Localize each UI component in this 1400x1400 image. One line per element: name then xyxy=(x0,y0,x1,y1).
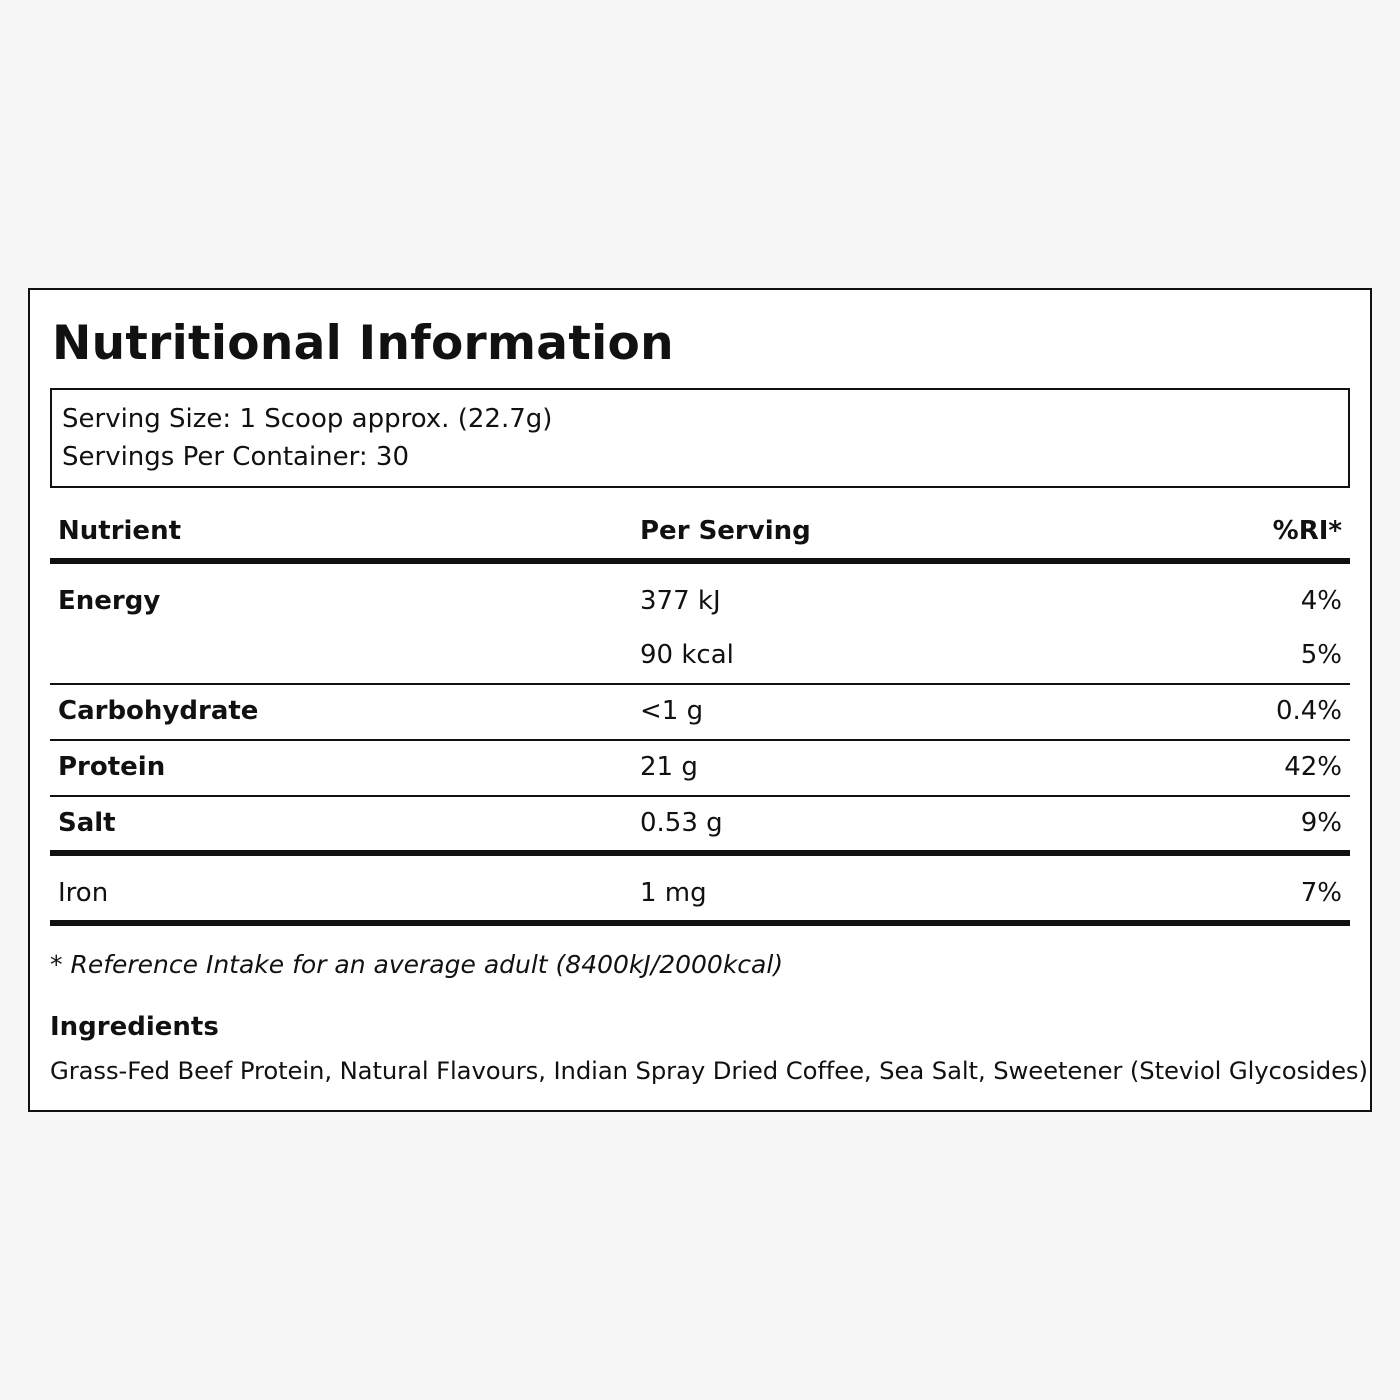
nutrient-amount: 0.53 g xyxy=(640,808,723,838)
table-bottom-divider xyxy=(50,920,1350,926)
page-title: Nutritional Information xyxy=(52,316,674,371)
ingredients-list: Grass-Fed Beef Protein, Natural Flavours, Indian Spray Dried Coffee, Sea Salt, Sweetener (Steviol Glycosides) xyxy=(50,1056,1368,1085)
header-ri: %RI* xyxy=(1272,516,1342,546)
nutrient-ri: 42% xyxy=(1284,752,1342,782)
nutrition-panel xyxy=(28,288,1372,1112)
header-per-serving: Per Serving xyxy=(640,516,811,546)
nutrient-ri: 7% xyxy=(1300,878,1342,908)
servings-per-container: Servings Per Container: 30 xyxy=(62,442,410,472)
nutrient-name: Salt xyxy=(58,808,116,838)
serving-size: Serving Size: 1 Scoop approx. (22.7g) xyxy=(62,404,553,434)
nutrient-name: Protein xyxy=(58,752,166,782)
row-divider xyxy=(50,795,1350,797)
nutrient-amount: 1 mg xyxy=(640,878,707,908)
section-divider xyxy=(50,850,1350,856)
row-divider xyxy=(50,683,1350,685)
ingredients-heading: Ingredients xyxy=(50,1012,219,1042)
header-nutrient: Nutrient xyxy=(58,516,182,546)
nutrient-ri: 5% xyxy=(1300,640,1342,670)
nutrient-name: Iron xyxy=(58,878,109,908)
nutrient-name: Energy xyxy=(58,586,161,616)
nutrient-ri: 0.4% xyxy=(1275,696,1342,726)
header-divider xyxy=(50,558,1350,564)
reference-intake-footnote: * Reference Intake for an average adult (8400kJ/2000kcal) xyxy=(50,950,784,979)
nutrient-amount: 21 g xyxy=(640,752,698,782)
nutrient-amount: 377 kJ xyxy=(640,586,721,616)
nutrient-name: Carbohydrate xyxy=(58,696,259,726)
nutrient-amount: <1 g xyxy=(640,696,704,726)
nutrient-ri: 9% xyxy=(1300,808,1342,838)
nutrient-amount: 90 kcal xyxy=(640,640,734,670)
row-divider xyxy=(50,739,1350,741)
nutrient-ri: 4% xyxy=(1300,586,1342,616)
serving-info-box xyxy=(50,388,1350,488)
